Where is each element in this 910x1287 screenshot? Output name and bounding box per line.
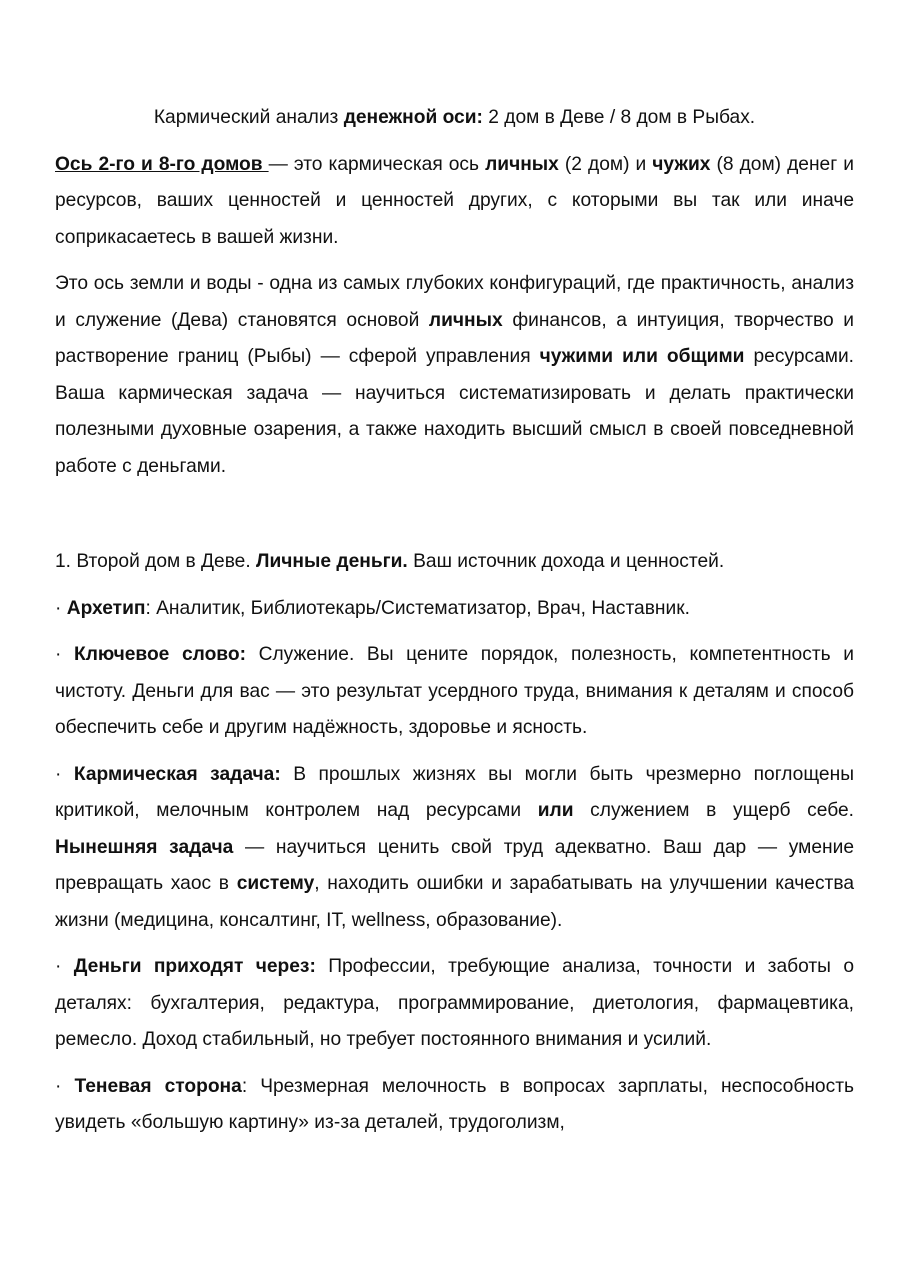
item-label: Теневая сторона [74,1075,242,1097]
intro-bold: чужих [652,153,711,175]
title-text-end: 2 дом в Деве / 8 дом в Рыбах. [482,107,756,128]
item-label: Деньги приходят через: [73,956,316,977]
item-text: — научиться ценить свой труд адекватно. Ваш дар — умение превращать хаос в [55,836,854,894]
shadow-side-item [55,1069,854,1142]
bullet: · [55,644,75,665]
intro-text: (2 дом) и [558,153,653,175]
item-text: , находить ошибки и зарабатывать на улучшении качества жизни (медицина, консалтинг, IT, wellness, образование). [55,873,854,931]
intro-text: (8 дом) денег и ресурсов, ваших ценностей и ценностей других, с которыми вы так или иначе соприкасаетесь в вашей жизни. [55,153,854,248]
money-through-item [55,949,854,1059]
item-bold: систему [236,873,315,894]
axis-text: Это ось земли и воды - одна из самых глубоких конфигураций, где практичность, анализ и служение (Дева) становятся основой [55,273,854,331]
title-text: Кармический анализ [153,107,344,128]
item-label: Архетип [66,597,146,619]
section-bold: Личные деньги. [256,551,408,572]
keyword-item [55,637,854,747]
item-label: Кармическая задача: [73,763,281,785]
intro-text: — это кармическая ось [268,153,486,175]
item-label: Ключевое слово: [74,644,246,665]
document-page [55,100,854,1152]
archetype-item [55,591,854,628]
axis-bold: чужими или общими [539,346,745,367]
bullet: · [55,597,67,619]
item-text: : Аналитик, Библиотекарь/Систематизатор, Врач, Наставник. [145,597,690,619]
item-bold: Нынешняя задача [55,836,234,858]
bullet: · [55,763,74,785]
title-bold: денежной оси: [343,107,483,128]
axis-description-paragraph [55,266,854,485]
item-text: : Чрезмерная мелочность в вопросах зарплаты, неспособность увидеть «большую картину» из-за деталей, трудоголизм, [55,1075,854,1133]
axis-text: финансов, а интуиция, творчество и растворение границ (Рыбы) — сферой управления [55,309,854,367]
document-title [55,100,854,137]
item-text: Служение. Вы цените порядок, полезность, компетентность и чистоту. Деньги для вас — это результат усердного труда, внимания к деталям и способ обеспечить себе и другим надёжность, здоровье и ясность. [55,644,854,738]
intro-bold: личных [485,153,559,175]
item-text: Профессии, требующие анализа, точности и заботы о деталях: бухгалтерия, редактура, программирование, диетология, фармацевтика, ремесло. Доход стабильный, но требует постоянного внимания и усилий. [55,956,854,1050]
axis-text: ресурсами. Ваша кармическая задача — научиться систематизировать и делать практически полезными духовные озарения, а также находить высший смысл в своей повседневной работе с деньгами. [55,346,854,477]
axis-bold: личных [428,309,503,331]
intro-paragraph [55,147,854,257]
section-spacer [55,495,854,544]
item-text: служением в ущерб себе. [573,800,854,821]
section-text: 1. Второй дом в Деве. [55,551,257,572]
item-text: В прошлых жизнях вы могли быть чрезмерно поглощены критикой, мелочным контролем над ресурсами [55,763,854,821]
karmic-task-item [55,757,854,940]
section-heading [55,544,854,581]
bullet: · [55,956,74,977]
section-text: Ваш источник дохода и ценностей. [407,551,725,572]
bullet: · [55,1075,75,1097]
axis-heading: Ось 2-го и 8-го домов [55,153,269,175]
item-bold: или [537,800,574,821]
